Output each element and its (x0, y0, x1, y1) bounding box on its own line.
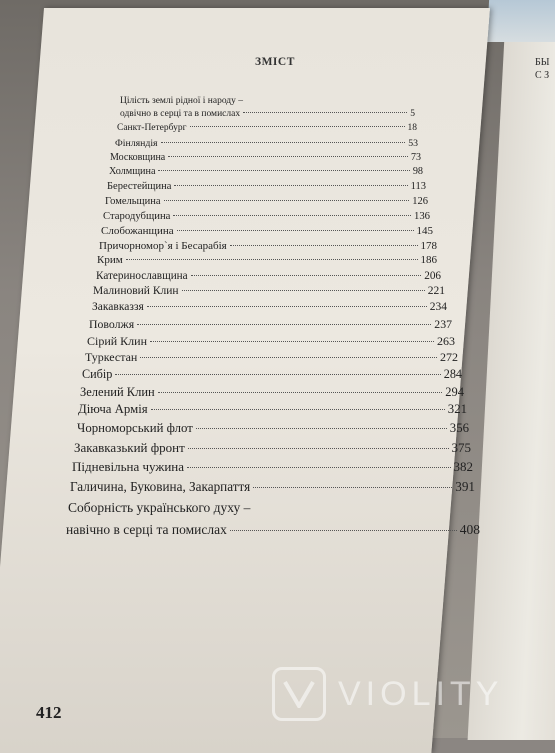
toc-entry (120, 109, 415, 119)
toc-entry (101, 225, 433, 237)
toc-entry (68, 500, 250, 516)
dot-leader (182, 290, 425, 291)
toc-entry-title: Діюча Армія (78, 402, 148, 416)
toc-entry (99, 240, 437, 252)
facing-page-line: БЫ (535, 57, 550, 68)
dot-leader (173, 215, 411, 216)
dot-leader (188, 448, 449, 449)
toc-entry-title: навічно в серці та помислах (66, 522, 227, 537)
toc-entry-title: Слобожанщина (101, 225, 174, 237)
dot-leader (243, 112, 407, 113)
toc-entry-page: 284 (443, 367, 462, 381)
toc-entry-page: 206 (424, 270, 441, 282)
violity-logo-icon (272, 667, 326, 721)
toc-entry-page: 186 (420, 254, 437, 266)
toc-entry-title: Закавказький фронт (74, 440, 185, 455)
toc-entry-title: Санкт-Петербург (117, 123, 187, 133)
toc-entry (72, 459, 473, 475)
toc-entry-title: Московщина (110, 152, 166, 163)
toc-entry-page: 113 (410, 181, 426, 192)
dot-leader (147, 306, 427, 307)
toc-entry-title: Чорноморський флот (77, 421, 193, 435)
toc-entry (87, 334, 455, 349)
toc-entry (80, 385, 464, 400)
toc-entry-title: Підневільна чужина (72, 459, 185, 474)
toc-entry (92, 301, 447, 313)
toc-entry (105, 196, 428, 207)
toc-entry-page: 408 (459, 522, 480, 537)
toc-entry-page: 375 (451, 440, 471, 455)
toc-entry-page: 178 (420, 240, 437, 252)
toc-entry (97, 254, 437, 266)
toc-entry-title: Зелений Клин (80, 385, 155, 399)
toc-entry (109, 166, 423, 177)
dot-leader (158, 392, 443, 393)
toc-entry-page: 234 (429, 301, 447, 313)
page-number: 412 (36, 703, 62, 722)
dot-leader (151, 409, 445, 410)
dot-leader (150, 341, 434, 342)
toc-entry-title: Берестейщина (107, 181, 172, 192)
dot-leader (161, 142, 406, 143)
dot-leader (191, 275, 422, 276)
toc-entry (78, 402, 467, 417)
toc-entry-page: 5 (410, 109, 415, 119)
dot-leader (230, 245, 418, 246)
dot-leader (126, 259, 418, 260)
dot-leader (168, 156, 408, 157)
dot-leader (177, 230, 414, 231)
toc-entry-page: 221 (427, 285, 445, 297)
toc-entry (103, 210, 430, 222)
toc-entry-page: 356 (449, 421, 469, 435)
dot-leader (158, 170, 409, 171)
toc-entry (89, 317, 452, 332)
toc-entry-title: Сірий Клин (87, 334, 148, 348)
toc-entry-page: 126 (412, 196, 428, 207)
dot-leader (253, 487, 452, 488)
watermark (272, 666, 503, 722)
toc-entry-page: 237 (434, 317, 452, 331)
dot-leader (196, 428, 447, 429)
toc-entry-title: Фінляндія (115, 138, 158, 149)
toc-entry-title: Туркестан (85, 350, 138, 364)
toc-entry-title: Гомельщина (105, 196, 161, 207)
toc-entry-page: 391 (455, 479, 475, 494)
toc-entry-page: 145 (416, 225, 433, 237)
toc-entry-page: 136 (413, 210, 430, 222)
toc-entry-page: 98 (412, 166, 423, 177)
dot-leader (140, 357, 437, 358)
dot-leader (164, 200, 410, 201)
toc-entry-title: Цілість землі рідної і народу – (120, 96, 244, 106)
toc-entry (115, 138, 418, 149)
facing-page-line: С З (535, 70, 550, 81)
toc-entry (77, 421, 469, 436)
toc-entry-title: Поволжя (89, 317, 135, 331)
toc-entry-title: Галичина, Буковина, Закарпаття (70, 479, 251, 494)
toc-entry (66, 522, 480, 538)
toc-entry (85, 350, 458, 365)
toc-entry-title: Крим (97, 254, 123, 266)
toc-entry-page: 53 (408, 138, 418, 149)
dot-leader (174, 185, 407, 186)
dot-leader (115, 374, 440, 375)
toc-entry (107, 181, 426, 192)
toc-entry (82, 367, 462, 382)
toc-entry (110, 152, 421, 163)
toc-entry (70, 479, 475, 495)
toc-entry (96, 270, 441, 282)
toc-entry (117, 123, 417, 133)
dot-leader (137, 324, 431, 325)
toc-entry-title: Закавказзя (92, 301, 144, 313)
toc-entry-page: 263 (437, 334, 455, 348)
toc-entry (120, 96, 243, 106)
toc-entry-page: 73 (411, 152, 421, 163)
toc-entry-page: 382 (453, 459, 473, 474)
dot-leader (230, 530, 457, 531)
dot-leader (190, 126, 405, 127)
toc-entry-title: Сибір (82, 367, 113, 381)
toc-entry (74, 440, 471, 456)
toc-heading: ЗМІСТ (255, 56, 295, 68)
toc-entry-title: Катеринославщина (96, 270, 188, 282)
toc-entry-page: 272 (440, 350, 458, 364)
toc-entry-title: Причорномор`я і Бесарабія (99, 240, 227, 252)
toc-entry-page: 321 (447, 402, 467, 416)
toc-entry-title: Малиновий Клин (93, 285, 179, 297)
toc-entry-title: Холмщина (109, 166, 156, 177)
toc-entry-title: Соборність українського духу – (68, 500, 251, 515)
toc-entry-page: 18 (407, 123, 417, 133)
watermark-text: VIOLITY (338, 674, 504, 713)
toc-entry-page: 294 (445, 385, 464, 399)
toc-entry (93, 285, 445, 297)
toc-entry-title: одвічно в серці та в помислах (120, 109, 241, 119)
toc-entry-title: Стародубщина (103, 210, 171, 222)
dot-leader (187, 467, 450, 468)
